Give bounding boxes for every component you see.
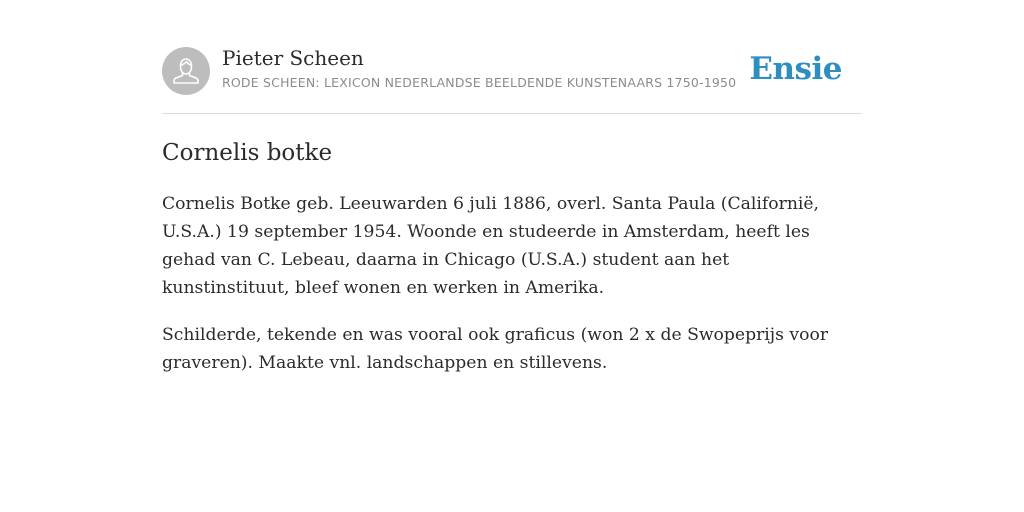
article-title: Cornelis botke: [162, 140, 333, 166]
author-header: [162, 46, 862, 96]
article-paragraph: Schilderde, tekende en was vooral ook graficus (won 2 x de Swopeprijs voor graveren). Maakte vnl. landschappen en stillevens.: [162, 325, 829, 373]
article-body: [162, 190, 862, 396]
ensie-logo[interactable]: Ensie: [749, 51, 842, 87]
avatar[interactable]: [162, 47, 210, 95]
article-paragraph: Cornelis Botke geb. Leeuwarden 6 juli 1886, overl. Santa Paula (Californië, U.S.A.) 19 september 1954. Woonde en studeerde in Amsterdam, heeft les gehad van C. Lebeau, daarna in Chicago (U.S.A.) student aan het kunstinstituut, bleef wonen en werken in Amerika.: [162, 194, 820, 298]
user-icon: [162, 47, 210, 95]
source-lexicon[interactable]: RODE SCHEEN: LEXICON NEDERLANDSE BEELDENDE KUNSTENAARS 1750-1950: [222, 75, 737, 90]
header-divider: [162, 113, 862, 114]
author-name[interactable]: Pieter Scheen: [222, 46, 364, 70]
